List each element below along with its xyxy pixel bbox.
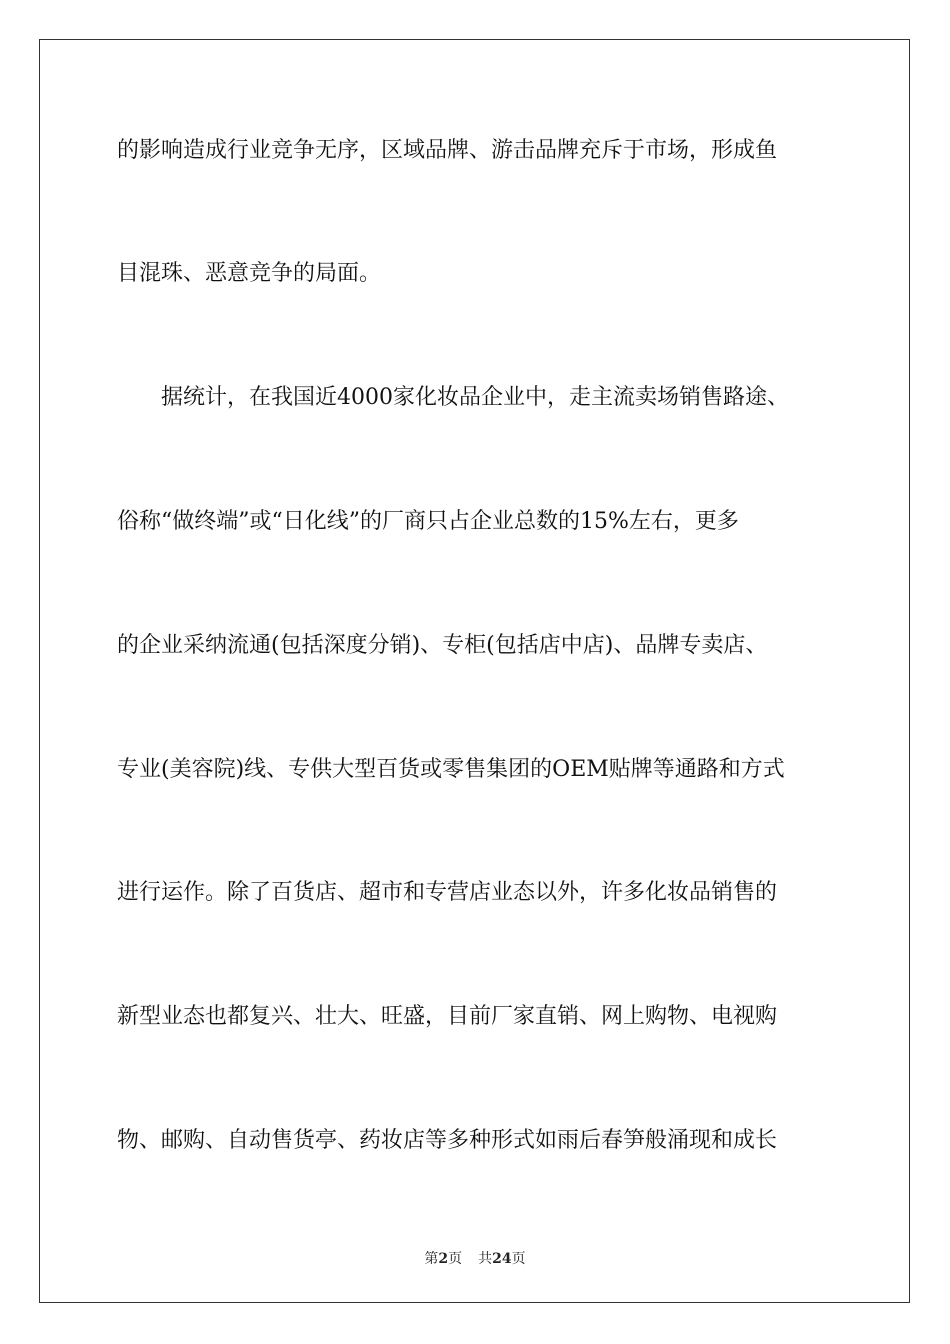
page-border <box>39 39 910 1303</box>
page-suffix: 页 <box>448 1251 463 1267</box>
total-pages: 24 <box>492 1251 512 1267</box>
paragraph-line-5: 的企业采纳流通(包括深度分销)、专柜(包括店中店)、品牌专卖店、 <box>117 633 768 658</box>
paragraph-line-4: 俗称“做终端”或“日化线”的厂商只占企业总数的15%左右，更多 <box>117 509 739 534</box>
page-prefix: 第 <box>424 1251 439 1267</box>
paragraph-line-9: 物、邮购、自动售货亭、药妆店等多种形式如雨后春笋般涌现和成长 <box>117 1128 778 1153</box>
paragraph-line-6: 专业(美容院)线、专供大型百货或零售集团的OEM贴牌等通路和方式 <box>117 757 785 782</box>
page-footer <box>0 1248 950 1268</box>
paragraph-line-8: 新型业态也都复兴、壮大、旺盛，目前厂家直销、网上购物、电视购 <box>117 1004 778 1029</box>
total-prefix: 共 <box>478 1251 493 1267</box>
total-suffix: 页 <box>511 1251 526 1267</box>
paragraph-line-7: 进行运作。除了百货店、超市和专营店业态以外，许多化妆品销售的 <box>117 880 778 905</box>
paragraph-line-1: 的影响造成行业竞争无序，区域品牌、游击品牌充斥于市场，形成鱼 <box>117 138 778 163</box>
paragraph-line-2: 目混珠、恶意竞争的局面。 <box>117 261 382 286</box>
page-number: 2 <box>438 1251 449 1267</box>
paragraph-line-3: 据统计，在我国近4000家化妆品企业中，走主流卖场销售路途、 <box>117 385 789 410</box>
